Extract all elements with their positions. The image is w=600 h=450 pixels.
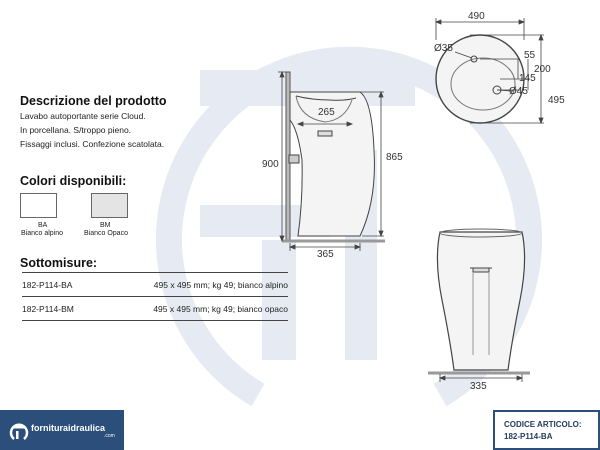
color-code-ba: BA [38,222,48,229]
variant-code: 182-P114-BM [22,304,74,314]
brand-name: fornituraidraulica [31,423,106,433]
dim-top-tap-hole: Ø35 [434,43,453,54]
dim-side-865: 865 [386,152,403,163]
variants-title: Sottomisure: [20,256,98,270]
description-line-3: Fissaggi inclusi. Confezione scatolata. [20,139,165,149]
dim-side-900: 900 [262,159,279,170]
description-line-2: In porcellana. S/troppo pieno. [20,125,132,135]
dim-top-200: 200 [534,64,551,75]
dim-top-55: 55 [524,50,536,61]
dim-front-335: 335 [470,381,487,392]
color-swatch-ba [20,193,57,218]
dim-top-490: 490 [468,11,485,22]
variant-spec: 495 x 495 mm; kg 49; bianco opaco [153,304,288,314]
description-title: Descrizione del prodotto [20,94,167,108]
variants-divider-top [22,272,288,273]
variants-divider-mid [22,296,288,297]
dim-top-drain: Ø45 [509,86,528,97]
article-code-value: 182-P114-BA [504,432,553,441]
variant-code: 182-P114-BA [22,280,73,290]
color-name-ba: Bianco alpino [21,230,64,237]
color-code-bm: BM [100,222,111,229]
dim-side-365: 365 [317,249,334,260]
dim-side-265: 265 [318,107,335,118]
brand-logo[interactable] [0,410,124,450]
article-code-label: CODICE ARTICOLO: [504,420,582,429]
dim-top-145: 145 [519,73,536,84]
variant-spec: 495 x 495 mm; kg 49; bianco alpino [153,280,288,290]
color-swatch-bm [91,193,128,218]
description-line-1: Lavabo autoportante serie Cloud. [20,111,146,121]
color-name-bm: Bianco Opaco [84,230,128,237]
side-view-drawing [282,72,385,242]
dim-top-495: 495 [548,95,565,106]
brand-mark-icon [8,420,30,442]
article-code-box [493,410,600,450]
colors-title: Colori disponibili: [20,174,127,188]
front-view-drawing [428,229,530,373]
variants-divider-bottom [22,320,288,321]
brand-suffix: .com [104,433,115,439]
